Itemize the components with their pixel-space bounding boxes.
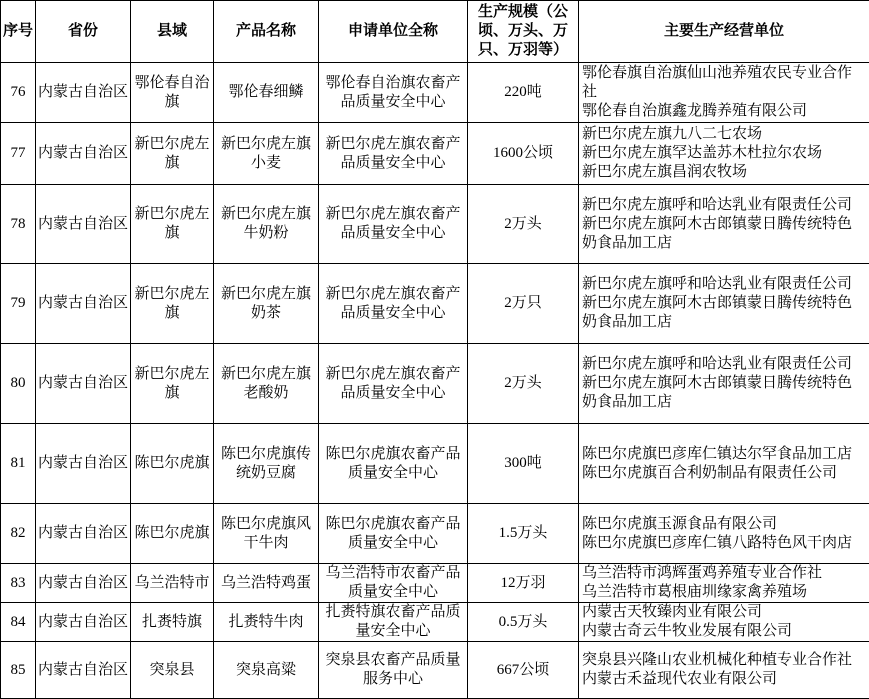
producer-unit: 鄂伦春旗自治旗仙山池养殖农民专业合作社 xyxy=(582,64,866,102)
producer-unit: 新巴尔虎左旗九八二七农场 xyxy=(582,125,866,144)
cell-units xyxy=(579,63,869,123)
producer-unit: 新巴尔虎左旗呼和哈达乳业有限责任公司 xyxy=(582,196,866,215)
cell-applicant: 突泉县农畜产品质量服务中心 xyxy=(319,642,468,699)
table-row xyxy=(1,603,869,642)
cell-units xyxy=(579,344,869,424)
cell-no: 85 xyxy=(1,642,36,699)
producer-unit: 新巴尔虎左旗呼和哈达乳业有限责任公司 xyxy=(582,275,866,294)
producer-unit: 新巴尔虎左旗阿木古郎镇蒙日腾传统特色奶食品加工店 xyxy=(582,294,866,332)
cell-county: 扎赉特旗 xyxy=(131,603,214,642)
producer-unit: 鄂伦春自治旗鑫龙腾养殖有限公司 xyxy=(582,102,866,121)
cell-province: 内蒙古自治区 xyxy=(36,344,131,424)
cell-scale: 12万羽 xyxy=(468,564,579,603)
cell-county: 新巴尔虎左旗 xyxy=(131,264,214,344)
cell-county: 新巴尔虎左旗 xyxy=(131,344,214,424)
cell-province: 内蒙古自治区 xyxy=(36,603,131,642)
producer-unit: 新巴尔虎左旗呼和哈达乳业有限责任公司 xyxy=(582,355,866,374)
cell-applicant: 鄂伦春自治旗农畜产品质量安全中心 xyxy=(319,63,468,123)
producer-unit: 陈巴尔虎旗巴彦库仁镇八路特色风干肉店 xyxy=(582,534,866,553)
column-header-units: 主要生产经营单位 xyxy=(579,1,869,63)
cell-applicant: 新巴尔虎左旗农畜产品质量安全中心 xyxy=(319,344,468,424)
cell-units xyxy=(579,504,869,564)
cell-province: 内蒙古自治区 xyxy=(36,564,131,603)
cell-scale: 667公顷 xyxy=(468,642,579,699)
cell-applicant: 陈巴尔虎旗农畜产品质量安全中心 xyxy=(319,504,468,564)
cell-no: 81 xyxy=(1,424,36,504)
cell-product: 新巴尔虎左旗老酸奶 xyxy=(214,344,319,424)
cell-no: 76 xyxy=(1,63,36,123)
header-row xyxy=(1,1,869,63)
cell-province: 内蒙古自治区 xyxy=(36,185,131,264)
cell-units xyxy=(579,642,869,699)
cell-no: 79 xyxy=(1,264,36,344)
cell-units xyxy=(579,564,869,603)
producer-unit: 突泉县兴隆山农业机械化种植专业合作社 xyxy=(582,651,866,670)
cell-province: 内蒙古自治区 xyxy=(36,264,131,344)
producer-unit: 新巴尔虎左旗阿木古郎镇蒙日腾传统特色奶食品加工店 xyxy=(582,215,866,253)
cell-scale: 2万头 xyxy=(468,344,579,424)
producer-unit: 乌兰浩特市鸿辉蛋鸡养殖专业合作社 xyxy=(582,564,866,583)
cell-county: 乌兰浩特市 xyxy=(131,564,214,603)
cell-no: 78 xyxy=(1,185,36,264)
cell-scale: 1.5万头 xyxy=(468,504,579,564)
producer-unit: 内蒙古奇云牛牧业发展有限公司 xyxy=(582,622,866,641)
cell-product: 新巴尔虎左旗奶茶 xyxy=(214,264,319,344)
cell-no: 84 xyxy=(1,603,36,642)
cell-units xyxy=(579,123,869,185)
column-header-applicant: 申请单位全称 xyxy=(319,1,468,63)
cell-county: 陈巴尔虎旗 xyxy=(131,504,214,564)
cell-applicant: 新巴尔虎左旗农畜产品质量安全中心 xyxy=(319,185,468,264)
cell-product: 鄂伦春细鳞 xyxy=(214,63,319,123)
producer-unit: 新巴尔虎左旗昌润农牧场 xyxy=(582,163,866,182)
cell-scale: 2万只 xyxy=(468,264,579,344)
column-header-county: 县域 xyxy=(131,1,214,63)
cell-county: 陈巴尔虎旗 xyxy=(131,424,214,504)
cell-units xyxy=(579,603,869,642)
cell-province: 内蒙古自治区 xyxy=(36,642,131,699)
producer-unit: 陈巴尔虎旗玉源食品有限公司 xyxy=(582,515,866,534)
producer-unit: 内蒙古禾益现代农业有限公司 xyxy=(582,670,866,689)
column-header-province: 省份 xyxy=(36,1,131,63)
cell-county: 新巴尔虎左旗 xyxy=(131,123,214,185)
producer-unit: 新巴尔虎左旗阿木古郎镇蒙日腾传统特色奶食品加工店 xyxy=(582,374,866,412)
table-row xyxy=(1,264,869,344)
table-row xyxy=(1,564,869,603)
cell-scale: 1600公顷 xyxy=(468,123,579,185)
cell-applicant: 新巴尔虎左旗农畜产品质量安全中心 xyxy=(319,264,468,344)
cell-product: 乌兰浩特鸡蛋 xyxy=(214,564,319,603)
cell-scale: 220吨 xyxy=(468,63,579,123)
table-row xyxy=(1,123,869,185)
cell-units xyxy=(579,264,869,344)
cell-product: 陈巴尔虎旗传统奶豆腐 xyxy=(214,424,319,504)
column-header-product: 产品名称 xyxy=(214,1,319,63)
column-header-no: 序号 xyxy=(1,1,36,63)
producer-unit: 内蒙古天牧臻肉业有限公司 xyxy=(582,603,866,622)
table-row xyxy=(1,63,869,123)
column-header-scale: 生产规模（公顷、万头、万只、万羽等） xyxy=(468,1,579,63)
cell-product: 新巴尔虎左旗小麦 xyxy=(214,123,319,185)
cell-units xyxy=(579,424,869,504)
table-row xyxy=(1,344,869,424)
cell-province: 内蒙古自治区 xyxy=(36,424,131,504)
table-row xyxy=(1,642,869,699)
cell-product: 新巴尔虎左旗牛奶粉 xyxy=(214,185,319,264)
cell-applicant: 乌兰浩特市农畜产品质量安全中心 xyxy=(319,564,468,603)
cell-scale: 0.5万头 xyxy=(468,603,579,642)
table-row xyxy=(1,185,869,264)
cell-product: 扎赉特牛肉 xyxy=(214,603,319,642)
cell-applicant: 新巴尔虎左旗农畜产品质量安全中心 xyxy=(319,123,468,185)
table-row xyxy=(1,504,869,564)
cell-product: 突泉高粱 xyxy=(214,642,319,699)
cell-county: 新巴尔虎左旗 xyxy=(131,185,214,264)
cell-no: 83 xyxy=(1,564,36,603)
cell-units xyxy=(579,185,869,264)
cell-province: 内蒙古自治区 xyxy=(36,63,131,123)
table-body xyxy=(1,63,869,699)
cell-county: 突泉县 xyxy=(131,642,214,699)
producer-unit: 陈巴尔虎旗巴彦库仁镇达尔罕食品加工店 xyxy=(582,445,866,464)
cell-applicant: 陈巴尔虎旗农畜产品质量安全中心 xyxy=(319,424,468,504)
cell-product: 陈巴尔虎旗风干牛肉 xyxy=(214,504,319,564)
cell-province: 内蒙古自治区 xyxy=(36,504,131,564)
producer-unit: 乌兰浩特市葛根庙圳缘家禽养殖场 xyxy=(582,583,866,602)
producer-unit: 陈巴尔虎旗百合利奶制品有限责任公司 xyxy=(582,464,866,483)
cell-no: 77 xyxy=(1,123,36,185)
cell-applicant: 扎赉特旗农畜产品质量安全中心 xyxy=(319,603,468,642)
cell-scale: 2万头 xyxy=(468,185,579,264)
cell-no: 82 xyxy=(1,504,36,564)
cell-county: 鄂伦春自治旗 xyxy=(131,63,214,123)
producer-unit: 新巴尔虎左旗罕达盖苏木杜拉尔农场 xyxy=(582,144,866,163)
table-row xyxy=(1,424,869,504)
cell-no: 80 xyxy=(1,344,36,424)
cell-province: 内蒙古自治区 xyxy=(36,123,131,185)
cell-scale: 300吨 xyxy=(468,424,579,504)
